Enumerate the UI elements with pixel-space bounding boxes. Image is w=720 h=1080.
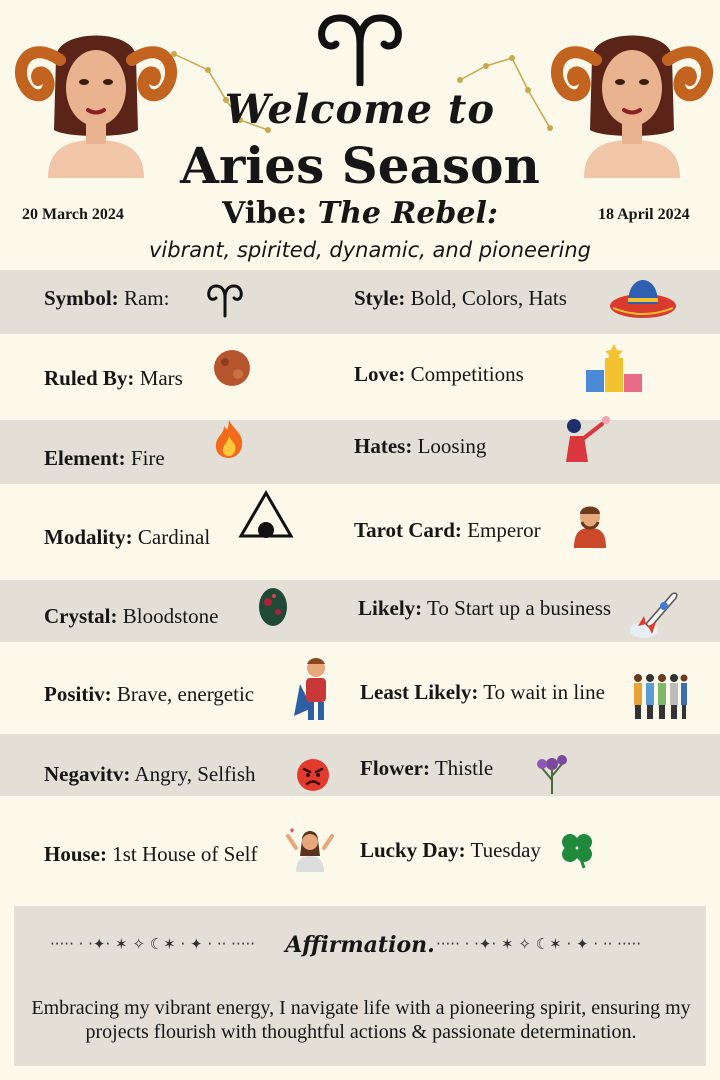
trait-least-likely: Least Likely: To wait in line — [360, 680, 605, 704]
trait-hates: Hates: Loosing — [354, 434, 487, 458]
decorative-stars-right-icon: ····· · ·✦· ✶ ✧ ☾✶ · ✦ · ·· ····· — [436, 935, 642, 953]
trait-flower: Flower: Thistle — [360, 756, 494, 780]
trait-love: Love: Competitions — [354, 362, 524, 386]
aries-glyph-icon — [310, 14, 410, 86]
trait-positive: Positiv: Brave, energetic — [44, 682, 255, 706]
sombrero-icon — [608, 276, 678, 322]
emperor-icon — [572, 502, 608, 548]
queue-icon — [632, 670, 688, 720]
thistle-icon — [532, 750, 572, 796]
trait-ruled-by: Ruled By: Mars — [44, 366, 183, 390]
clover-icon — [558, 830, 596, 870]
trait-tarot-card: Tarot Card: Emperor — [354, 518, 541, 542]
affirmation-text: Embracing my vibrant energy, I navigate life with a pioneering spirit, ensuring my projects flourish with thoughtful actions & passionate determination. — [31, 997, 691, 1043]
bloodstone-icon — [256, 586, 290, 628]
angry-face-icon — [296, 758, 330, 792]
vibe-value: The Rebel: — [317, 196, 498, 231]
losing-person-icon — [558, 414, 614, 464]
trait-element: Element: Fire — [44, 446, 165, 470]
mars-planet-icon — [212, 348, 252, 388]
trait-likely: Likely: To Start up a business — [358, 596, 612, 620]
vibe-subtitle: vibrant, spirited, dynamic, and pioneering — [149, 238, 591, 262]
start-date: 20 March 2024 — [22, 206, 124, 223]
vibe-label: Vibe: — [222, 196, 308, 231]
affirmation-title: Affirmation. — [285, 932, 435, 958]
triangle-icon — [238, 490, 294, 540]
aries-symbol-icon — [206, 284, 244, 318]
end-date: 18 April 2024 — [598, 206, 690, 223]
woman-with-hearts-icon — [284, 826, 336, 874]
vibe-line — [0, 196, 720, 231]
decorative-stars-left-icon: ····· · ·✦· ✶ ✧ ☾✶ · ✦ · ·· ····· — [50, 935, 256, 953]
trait-style: Style: Bold, Colors, Hats — [354, 286, 567, 310]
trait-house: House: 1st House of Self — [44, 842, 258, 866]
superhero-icon — [290, 656, 340, 724]
podium-icon — [584, 342, 644, 394]
trait-crystal: Crystal: Bloodstone — [44, 604, 219, 628]
trait-negative: Negavitv: Angry, Selfish — [44, 762, 256, 786]
fire-icon — [212, 418, 246, 460]
rocket-icon — [626, 586, 682, 642]
trait-modality: Modality: Cardinal — [44, 525, 211, 549]
trait-lucky-day: Lucky Day: Tuesday — [360, 838, 541, 862]
welcome-heading: Welcome to — [224, 86, 496, 133]
trait-symbol: Symbol: Ram: — [44, 286, 170, 310]
season-title: Aries Season — [180, 136, 540, 195]
